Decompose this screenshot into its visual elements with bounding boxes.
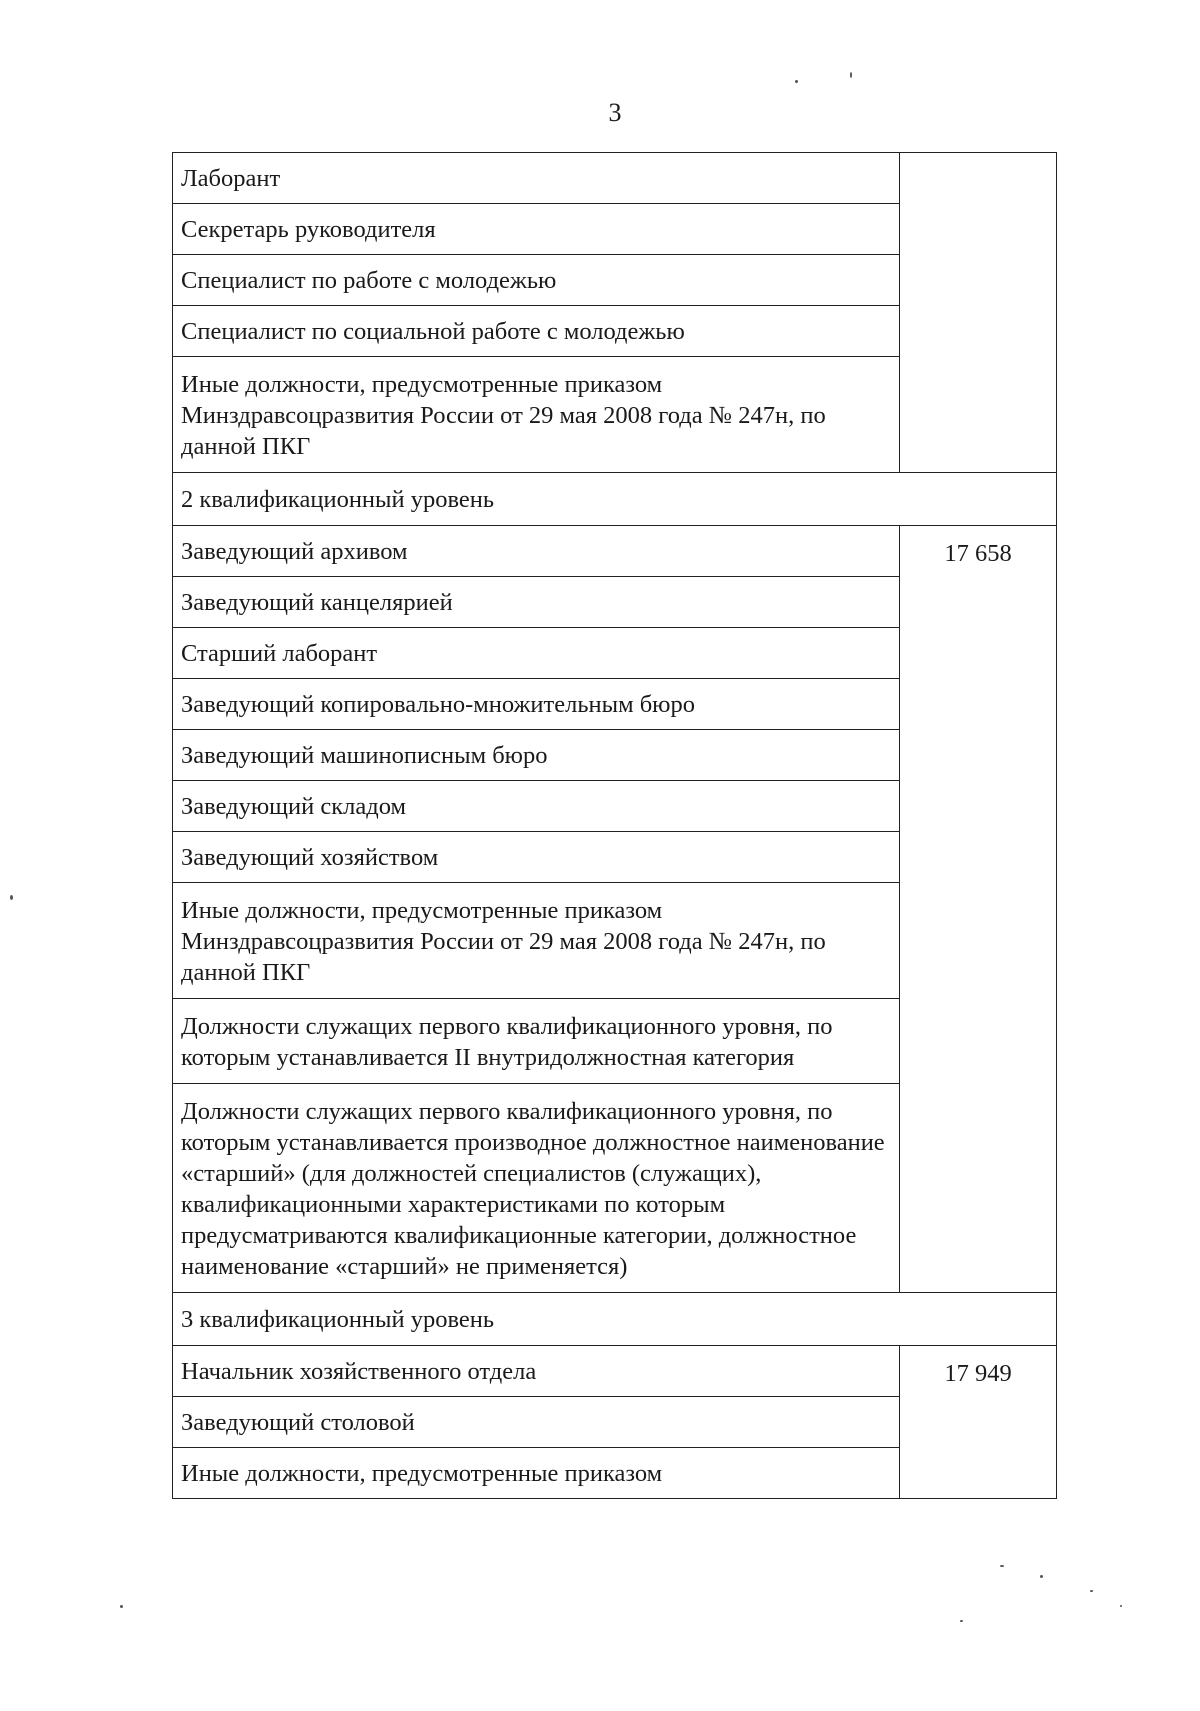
salary-cell-empty <box>900 153 1057 473</box>
position-name: Заведующий складом <box>173 781 900 832</box>
level-title: 3 квалификационный уровень <box>173 1293 1057 1346</box>
position-name: Должности служащих первого квалификационного уровня, по которым устанавливается II внутридолжностная категория <box>173 999 900 1084</box>
position-name: Иные должности, предусмотренные приказом <box>173 1448 900 1499</box>
scan-speck <box>1040 1575 1043 1578</box>
position-name: Заведующий машинописным бюро <box>173 730 900 781</box>
scan-speck <box>1120 1605 1122 1607</box>
position-name: Заведующий копировально-множительным бюро <box>173 679 900 730</box>
position-name: Лаборант <box>173 153 900 204</box>
scan-speck <box>10 895 13 900</box>
scan-speck <box>960 1620 963 1622</box>
position-name: Начальник хозяйственного отдела <box>173 1346 900 1397</box>
position-name: Иные должности, предусмотренные приказом Минздравсоцразвития России от 29 мая 2008 года № 247н, по данной ПКГ <box>173 883 900 999</box>
position-name: Иные должности, предусмотренные приказом Минздравсоцразвития России от 29 мая 2008 года № 247н, по данной ПКГ <box>173 357 900 473</box>
position-name: Заведующий хозяйством <box>173 832 900 883</box>
position-name: Специалист по работе с молодежью <box>173 255 900 306</box>
position-name: Должности служащих первого квалификационного уровня, по которым устанавливается производное должностное наименование «старший» (для должностей специалистов (служащих), квалификационными характеристиками по которым предусматриваются квалификационные категории, должностное наименование «старший» не применяется) <box>173 1084 900 1293</box>
position-name: Секретарь руководителя <box>173 204 900 255</box>
salary-value: 17 658 <box>900 526 1057 1293</box>
page-number: 3 <box>608 98 622 127</box>
position-name: Старший лаборант <box>173 628 900 679</box>
table-row <box>173 1346 1057 1397</box>
level-header-row <box>173 473 1057 526</box>
position-name: Заведующий архивом <box>173 526 900 577</box>
position-name: Заведующий столовой <box>173 1397 900 1448</box>
level-header-row <box>173 1293 1057 1346</box>
table-row <box>173 526 1057 577</box>
scan-speck <box>1090 1590 1093 1592</box>
scan-speck <box>850 72 852 78</box>
scan-speck <box>795 80 798 83</box>
salary-table <box>172 152 1057 1499</box>
salary-value: 17 949 <box>900 1346 1057 1499</box>
position-name: Заведующий канцелярией <box>173 577 900 628</box>
scan-speck <box>120 1605 123 1608</box>
table-row <box>173 153 1057 204</box>
level-title: 2 квалификационный уровень <box>173 473 1057 526</box>
position-name: Специалист по социальной работе с молодежью <box>173 306 900 357</box>
scan-speck <box>1000 1565 1004 1567</box>
